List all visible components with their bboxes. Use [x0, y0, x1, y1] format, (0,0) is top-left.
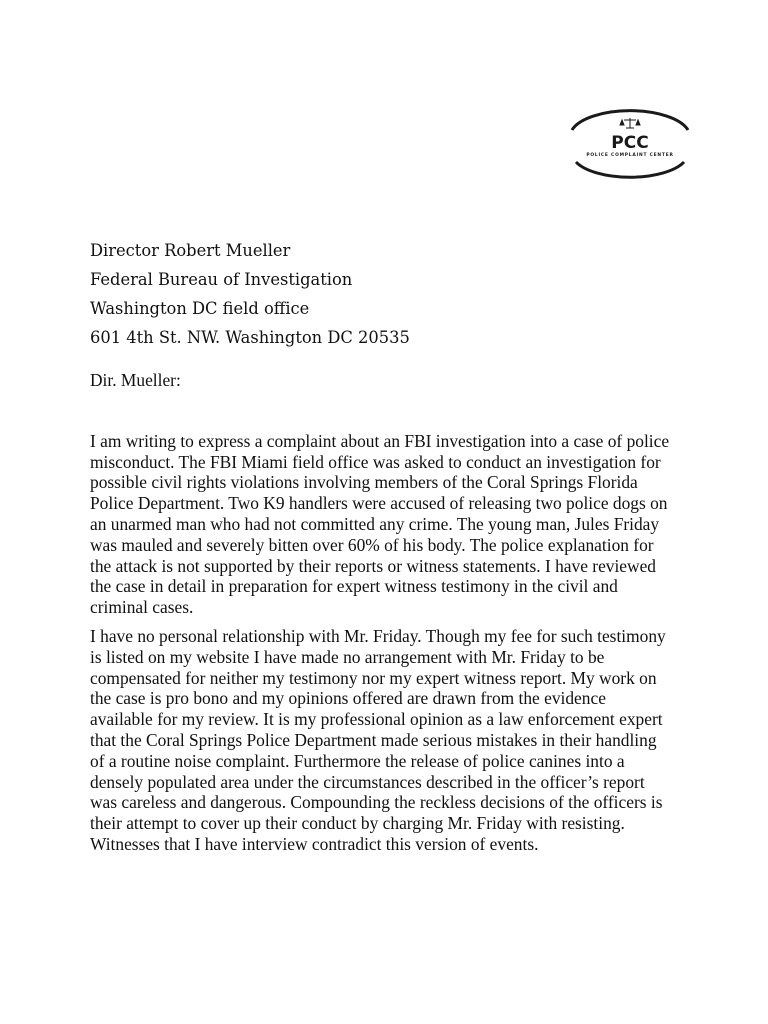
text-line: the attack is not supported by their reports or witness statements. I have reviewed	[90, 555, 657, 576]
text-line: the case in detail in preparation for expert witness testimony in the civil and	[90, 576, 618, 597]
text-line: that the Coral Springs Police Department made serious mistakes in their handling	[90, 729, 657, 750]
text-line: the case is pro bono and my opinions offered are drawn from the evidence	[90, 688, 606, 709]
text-line: their attempt to cover up their conduct by charging Mr. Friday with resisting.	[90, 813, 625, 834]
text-line: criminal cases.	[90, 597, 194, 618]
text-line: possible civil rights violations involving members of the Coral Springs Florida	[90, 472, 638, 493]
letter-body	[90, 370, 750, 863]
text-line: Police Department. Two K9 handlers were accused of releasing two police dogs on	[90, 493, 668, 514]
text-line: available for my review. It is my professional opinion as a law enforcement expert	[90, 709, 663, 730]
text-line: Witnesses that I have interview contradict this version of events.	[90, 833, 539, 854]
text-line: I am writing to express a complaint about an FBI investigation into a case of police	[90, 430, 670, 451]
recipient-office: Washington DC field office	[90, 299, 310, 318]
text-line: misconduct. The FBI Miami field office was asked to conduct an investigation for	[90, 451, 661, 472]
text-line: densely populated area under the circumstances described in the officer’s report	[90, 771, 645, 792]
text-line: of a routine noise complaint. Furthermore the release of police canines into a	[90, 750, 625, 771]
recipient-street-address: 601 4th St. NW. Washington DC 20535	[90, 328, 410, 347]
scales-of-justice-icon	[620, 118, 640, 128]
logo-bottom-arc	[576, 162, 684, 177]
pcc-logo	[560, 104, 700, 186]
text-line: compensated for neither my testimony nor my expert witness report. My work on	[90, 667, 657, 688]
text-line: was careless and dangerous. Compounding the reckless decisions of the officers is	[90, 792, 663, 813]
text-line: I have no personal relationship with Mr. Friday. Though my fee for such testimony	[90, 625, 666, 646]
recipient-organization: Federal Bureau of Investigation	[90, 270, 353, 289]
paragraph-2	[90, 626, 750, 855]
recipient-address-block	[90, 236, 730, 352]
paragraph-1	[90, 431, 750, 618]
logo-tagline: POLICE COMPLAINT CENTER	[586, 153, 674, 158]
text-line: was mauled and severely bitten over 60% of his body. The police explanation for	[90, 534, 654, 555]
salutation: Dir. Mueller:	[90, 370, 181, 390]
logo-acronym: PCC	[611, 133, 649, 153]
text-line: an unarmed man who had not committed any crime. The young man, Jules Friday	[90, 513, 660, 534]
recipient-name: Director Robert Mueller	[90, 241, 291, 260]
text-line: is listed on my website I have made no arrangement with Mr. Friday to be	[90, 646, 605, 667]
